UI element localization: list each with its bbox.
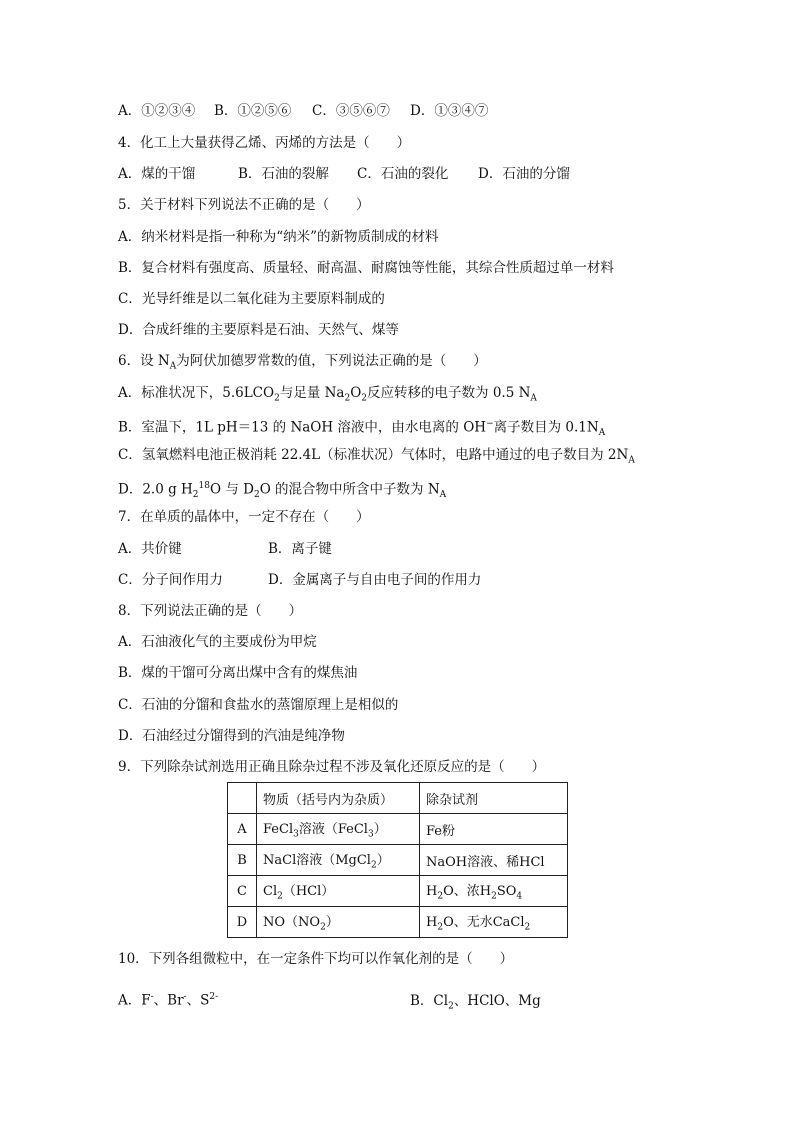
q6-option-b[interactable]: B．室温下，1L pH＝13 的 NaOH 溶液中，由水电离的 OH−离子数目为 $0.1N_A$: [118, 419, 606, 439]
row-label: B: [228, 845, 257, 876]
row-label: A: [228, 814, 257, 845]
q3-option-d[interactable]: D．①③④⑦: [410, 103, 489, 119]
q5-option-d[interactable]: D．合成纤维的主要原料是石油、天然气、煤等: [118, 322, 399, 338]
q10-option-b[interactable]: B．$Cl_2$、HClO、Mg: [410, 992, 541, 1012]
q7-option-d[interactable]: D．金属离子与自由电子间的作用力: [268, 572, 482, 588]
table-cell: [228, 783, 257, 814]
q4-option-d[interactable]: D．石油的分馏: [478, 166, 570, 182]
q7-options-row2: [118, 571, 481, 589]
reagent-cell: Fe粉: [420, 814, 568, 845]
row-label: D: [228, 907, 257, 938]
table-row: [228, 845, 568, 876]
q7-stem: 7．在单质的晶体中，一定不存在（ ）: [118, 509, 370, 525]
q4-stem: 4．化工上大量获得乙烯、丙烯的方法是（ ）: [118, 135, 411, 151]
q8-option-d[interactable]: D．石油经过分馏得到的汽油是纯净物: [118, 728, 345, 744]
q7-option-c[interactable]: C．分子间作用力: [118, 572, 223, 588]
q6-option-d[interactable]: D．2.0 g $H_2^{18}O$ 与 $D_2O$ 的混合物中所含中子数为 $N_A$: [118, 481, 447, 501]
q5-option-b[interactable]: B．复合材料有强度高、质量轻、耐高温、耐腐蚀等性能，其综合性质超过单一材料: [118, 260, 614, 276]
q5-stem: 5．关于材料下列说法不正确的是（ ）: [118, 197, 370, 213]
q3-options: [118, 102, 488, 120]
table-row: [228, 907, 568, 938]
table-header-row: [228, 783, 568, 814]
q5-option-c[interactable]: C．光导纤维是以二氧化硅为主要原料制成的: [118, 291, 385, 307]
q6-option-a[interactable]: A．标准状况下，$5.6LCO_2$与足量 $Na_2O_2$反应转移的电子数为 0.5 $N_A$: [118, 385, 537, 404]
q8-stem: 8．下列说法正确的是（ ）: [118, 603, 303, 619]
table-header-substance: 物质（括号内为杂质）: [257, 783, 420, 814]
q8-option-c[interactable]: C．石油的分馏和食盐水的蒸馏原理上是相似的: [118, 697, 399, 713]
q3-option-a[interactable]: A．①②③④: [118, 103, 196, 119]
row-label: C: [228, 876, 257, 907]
substance-cell: $Cl_2(HCl)$: [257, 876, 420, 907]
q6-stem: 6．设 $N_A$为阿伏加德罗常数的值，下列说法正确的是（ ）: [118, 353, 487, 372]
q10-options: [118, 988, 541, 1015]
q10-option-a[interactable]: A．F-、Br-、$S^{2-}$: [118, 992, 219, 1009]
substance-cell: $NO(NO_2)$: [257, 907, 420, 938]
q4-option-a[interactable]: A．煤的干馏: [118, 166, 196, 182]
q3-option-c[interactable]: C．③⑤⑥⑦: [312, 103, 390, 119]
q8-option-a[interactable]: A．石油液化气的主要成份为甲烷: [118, 634, 317, 650]
q5-option-a[interactable]: A．纳米材料是指一种称为“纳米”的新物质制成的材料: [118, 229, 439, 245]
reagent-cell: $H_2O$、无水CaCl$_2$: [420, 907, 568, 938]
q4-option-c[interactable]: C．石油的裂化: [357, 166, 449, 182]
q4-option-b[interactable]: B．石油的裂解: [238, 166, 329, 182]
q7-options-row1: [118, 540, 332, 558]
table-header-reagent: 除杂试剂: [420, 783, 568, 814]
q9-stem: 9．下列除杂试剂选用正确且除杂过程不涉及氧化还原反应的是（ ）: [118, 759, 546, 775]
substance-cell: NaCl溶液（MgCl$_2$）: [257, 845, 420, 876]
table-row: [228, 876, 568, 907]
q6-option-c[interactable]: C．氢氧燃料电池正极消耗 22.4L（标准状况）气体时，电路中通过的电子数目为 $2N_A$: [118, 447, 635, 466]
reagent-cell: $H_2O$、浓$H_2SO_4$: [420, 876, 568, 907]
table-row: [228, 814, 568, 845]
q7-option-a[interactable]: A．共价键: [118, 541, 182, 557]
q10-stem: 10．下列各组微粒中，在一定条件下均可以作氧化剂的是（ ）: [118, 951, 514, 967]
substance-cell: FeCl$_3$溶液（FeCl$_3$）: [257, 814, 420, 845]
q9-table: [227, 782, 568, 938]
reagent-cell: NaOH溶液、稀HCl: [420, 845, 568, 876]
q8-option-b[interactable]: B．煤的干馏可分离出煤中含有的煤焦油: [118, 665, 358, 681]
q7-option-b[interactable]: B．离子键: [268, 541, 332, 557]
q4-options: [118, 165, 570, 183]
q3-option-b[interactable]: B．①②⑤⑥: [214, 103, 292, 119]
